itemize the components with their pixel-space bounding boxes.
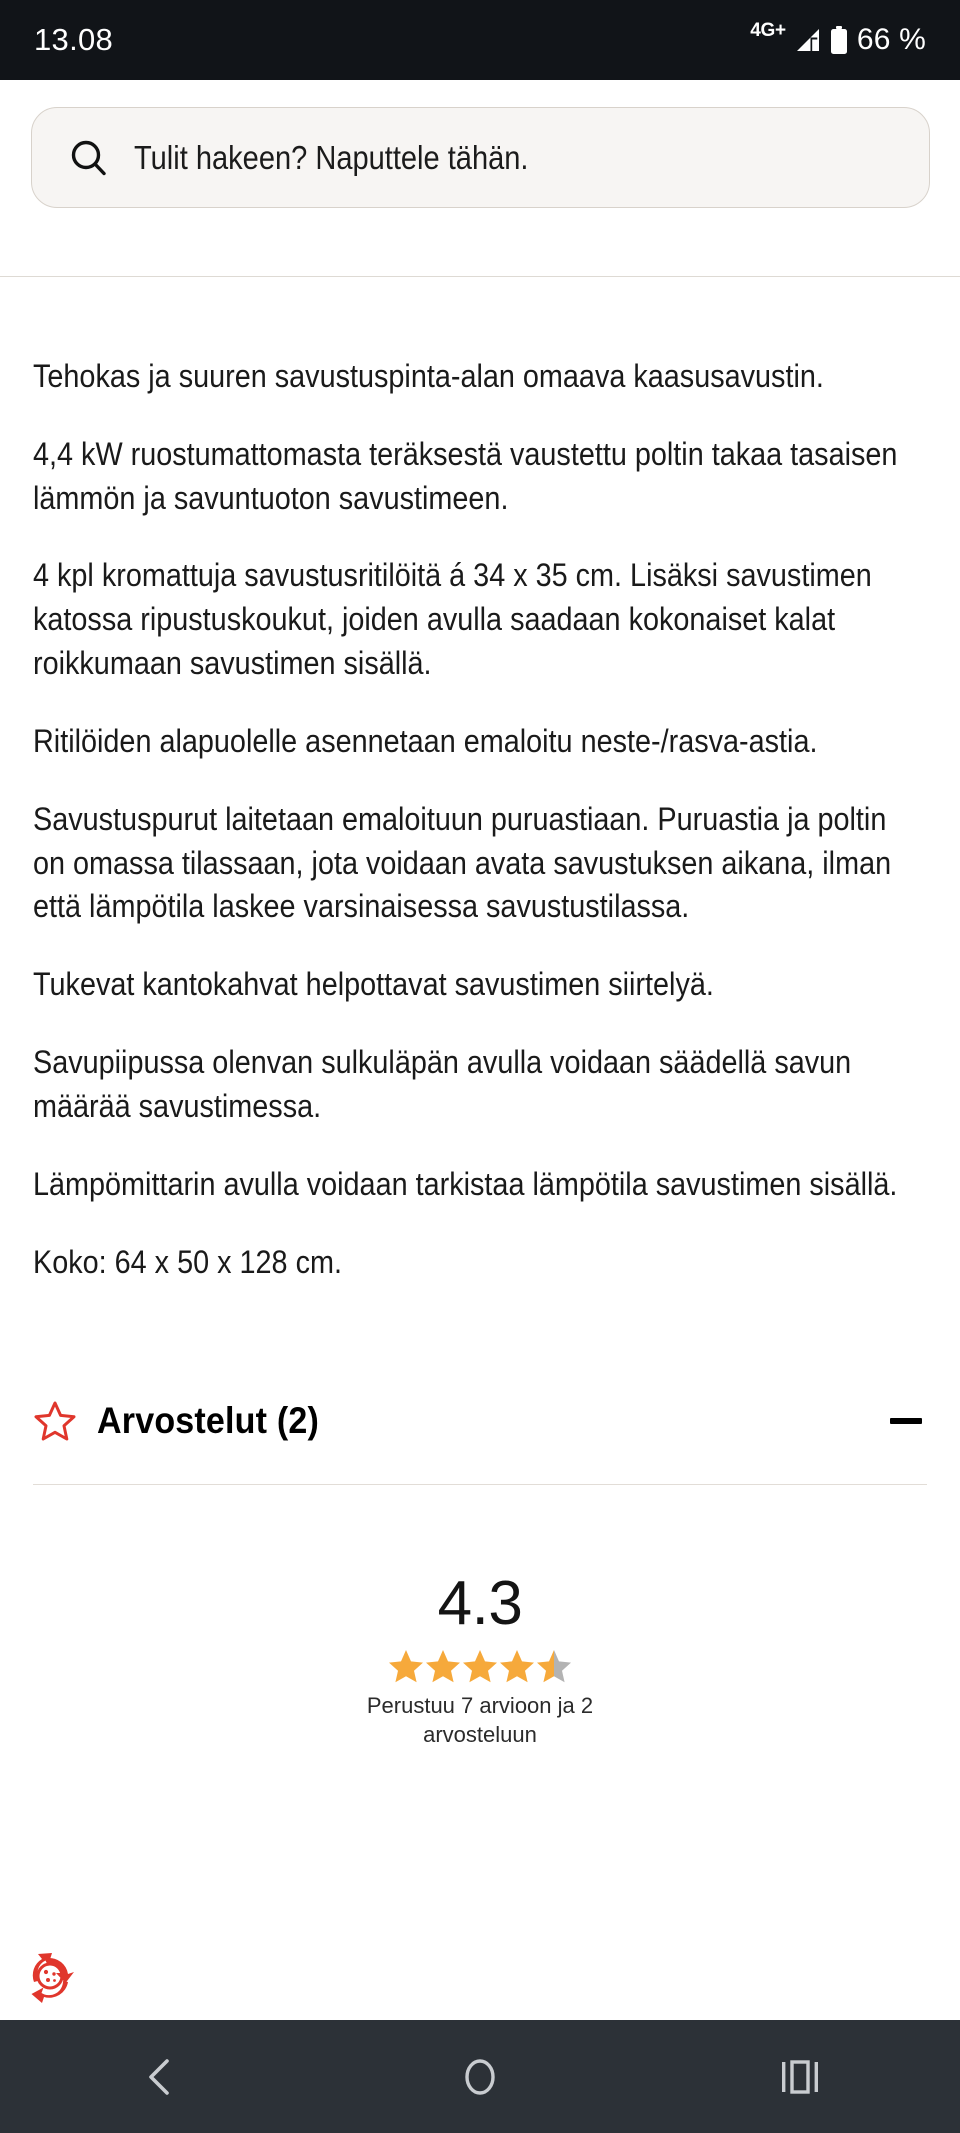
- description-paragraph: Ritilöiden alapuolelle asennetaan emaloitu neste-/rasva-astia.: [33, 722, 818, 759]
- description-paragraph: 4 kpl kromattuja savustusritilöitä á 34 x 35 cm. Lisäksi savustimen katossa ripustuskoukut, joiden avulla saadaan kokonaiset kalat roikkumaan savustimen sisällä.: [33, 557, 872, 682]
- search-placeholder-text: Tulit hakeen? Naputtele tähän.: [134, 138, 529, 176]
- star-filled-icon: [388, 1649, 424, 1683]
- reviews-divider: [33, 1484, 927, 1485]
- reviews-accordion-header[interactable]: [0, 1380, 960, 1462]
- description-paragraph: Savupiipussa olenvan sulkuläpän avulla voidaan säädellä savun määrää savustimessa.: [33, 1044, 852, 1124]
- search-bar-container: [0, 80, 960, 277]
- rating-summary: [0, 1569, 960, 1749]
- rating-value: 4.3: [437, 1569, 523, 1639]
- battery-icon: [830, 26, 848, 55]
- rating-stars: [0, 1649, 960, 1682]
- status-indicators: [750, 20, 926, 57]
- network-type-label: 4G+: [750, 20, 786, 41]
- reviews-title: Arvostelut (2): [97, 1400, 319, 1442]
- description-paragraph: Lämpömittarin avulla voidaan tarkistaa lämpötila savustimen sisällä.: [33, 1165, 898, 1202]
- minus-bar: [890, 1418, 922, 1424]
- home-circle-icon[interactable]: [420, 2020, 540, 2133]
- star-filled-icon: [462, 1649, 498, 1683]
- product-description-section: [0, 277, 960, 1749]
- star-outline-icon: [33, 1399, 77, 1443]
- battery-percent-label: 66 %: [856, 23, 926, 56]
- star-filled-icon: [425, 1649, 461, 1683]
- back-chevron-icon[interactable]: [100, 2020, 220, 2133]
- search-input[interactable]: [31, 107, 930, 208]
- status-clock: 13.08: [34, 22, 114, 57]
- description-paragraph: 4,4 kW ruostumattomasta teräksestä vaustettu poltin takaa tasaisen lämmön ja savuntuoton savustimeen.: [33, 435, 898, 516]
- star-half-icon: [536, 1649, 572, 1683]
- rating-caption: Perustuu 7 arvioon ja 2 arvosteluun: [366, 1693, 594, 1748]
- search-icon: [68, 137, 110, 179]
- description-paragraph: Koko: 64 x 50 x 128 cm.: [33, 1243, 342, 1280]
- minus-icon[interactable]: [885, 1400, 927, 1442]
- recent-apps-icon[interactable]: [740, 2020, 860, 2133]
- android-nav-bar: [0, 2020, 960, 2133]
- description-text-block: [0, 355, 960, 1284]
- signal-bars-icon: [795, 28, 821, 52]
- description-paragraph: Tukevat kantokahvat helpottavat savustimen siirtelyä.: [33, 966, 714, 1003]
- star-filled-icon: [499, 1649, 535, 1683]
- description-paragraph: Savustuspurut laitetaan emaloituun puruastiaan. Puruastia ja poltin on omassa tilassaan, jota voidaan avata savustuksen aikana, ilman että lämpötila laskee varsinaisessa savustustilassa.: [33, 800, 892, 925]
- status-bar: [0, 0, 960, 80]
- description-paragraph: Tehokas ja suuren savustuspinta-alan omaava kaasusavustin.: [33, 358, 824, 394]
- cookie-consent-icon[interactable]: [18, 1944, 82, 2008]
